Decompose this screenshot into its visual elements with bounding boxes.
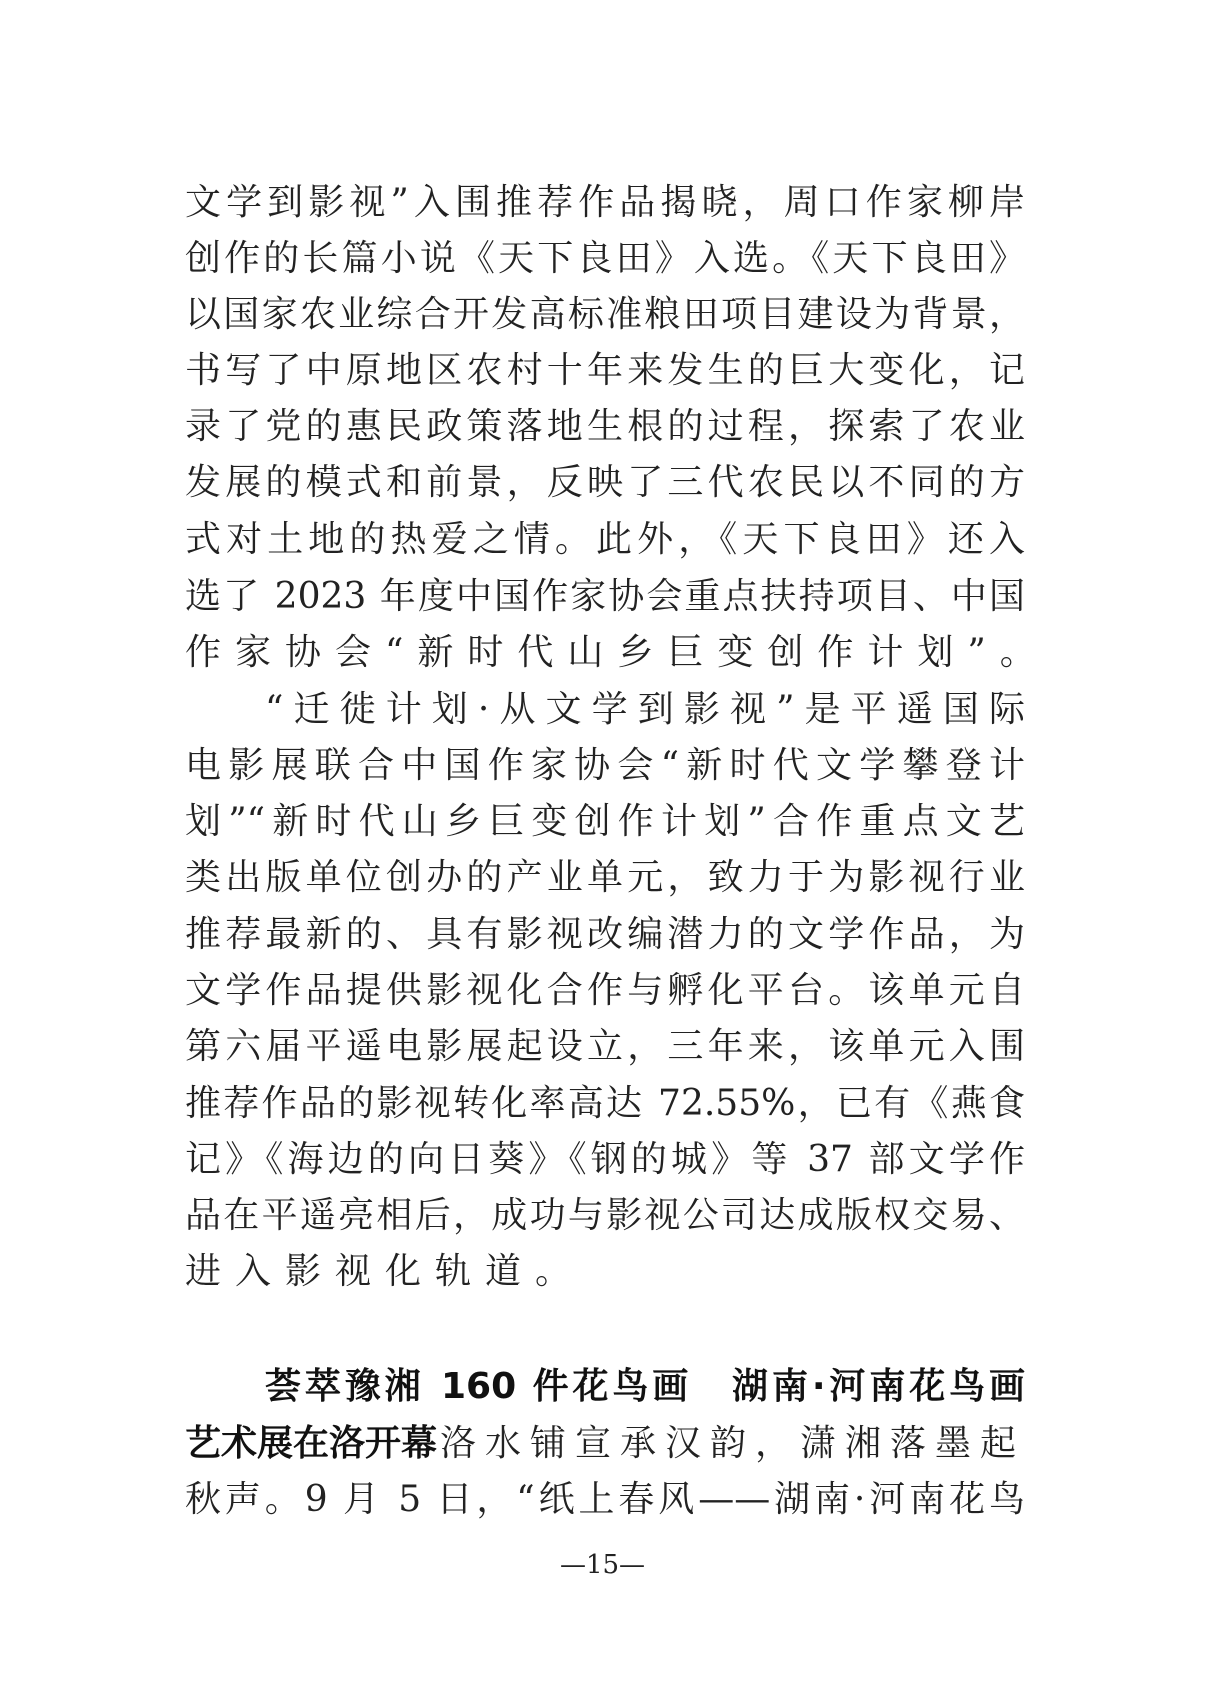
text-line: 作家协会“新时代山乡巨变创作计划”。 (185, 632, 1050, 673)
article-body-start: 洛水铺宣承汉韵，潇湘落墨起 (439, 1423, 1025, 1464)
text-line: 第六届平遥电影展起设立，三年来，该单元入围 (185, 1026, 1025, 1067)
text-line: 类出版单位创办的产业单元，致力于为影视行业 (185, 857, 1025, 898)
text-line: 创作的长篇小说《天下良田》入选。《天下良田》 (185, 238, 1025, 279)
article-headline: 荟萃豫湘 160 件花鸟画 湖南·河南花鸟画 (265, 1366, 1025, 1407)
text-line: 文学到影视”入围推荐作品揭晓，周口作家柳岸 (185, 182, 1025, 223)
text-line: “迁徙计划·从文学到影视”是平遥国际 (265, 689, 1025, 730)
article-headline-continued: 艺术展在洛开幕 (185, 1423, 438, 1464)
text-line: 以国家农业综合开发高标准粮田项目建设为背景， (185, 294, 1025, 335)
text-line: 推荐最新的、具有影视改编潜力的文学作品，为 (185, 914, 1025, 955)
text-line: 选了 2023 年度中国作家协会重点扶持项目、中国 (185, 576, 1025, 617)
text-line: 录了党的惠民政策落地生根的过程，探索了农业 (185, 406, 1025, 447)
text-line: 书写了中原地区农村十年来发生的巨大变化，记 (185, 350, 1025, 391)
text-line: 划”“新时代山乡巨变创作计划”合作重点文艺 (185, 801, 1025, 842)
text-line: 推荐作品的影视转化率高达 72.55%，已有《燕食 (185, 1083, 1025, 1124)
text-line: 发展的模式和前景，反映了三代农民以不同的方 (185, 462, 1025, 503)
text-line: 式对土地的热爱之情。此外，《天下良田》还入 (185, 519, 1025, 560)
text-line: 文学作品提供影视化合作与孵化平台。该单元自 (185, 970, 1025, 1011)
text-line: 进入影视化轨道。 (185, 1251, 586, 1292)
text-line (185, 1416, 1025, 1472)
text-line: 记》《海边的向日葵》《钢的城》等 37 部文学作 (185, 1139, 1025, 1180)
text-line: 电影展联合中国作家协会“新时代文学攀登计 (185, 745, 1025, 786)
text-line: 品在平遥亮相后，成功与影视公司达成版权交易、 (185, 1195, 1025, 1236)
page-number: —15— (559, 1550, 646, 1580)
text-line: 秋声。9 月 5 日，“纸上春风——湖南·河南花鸟 (185, 1479, 1025, 1520)
